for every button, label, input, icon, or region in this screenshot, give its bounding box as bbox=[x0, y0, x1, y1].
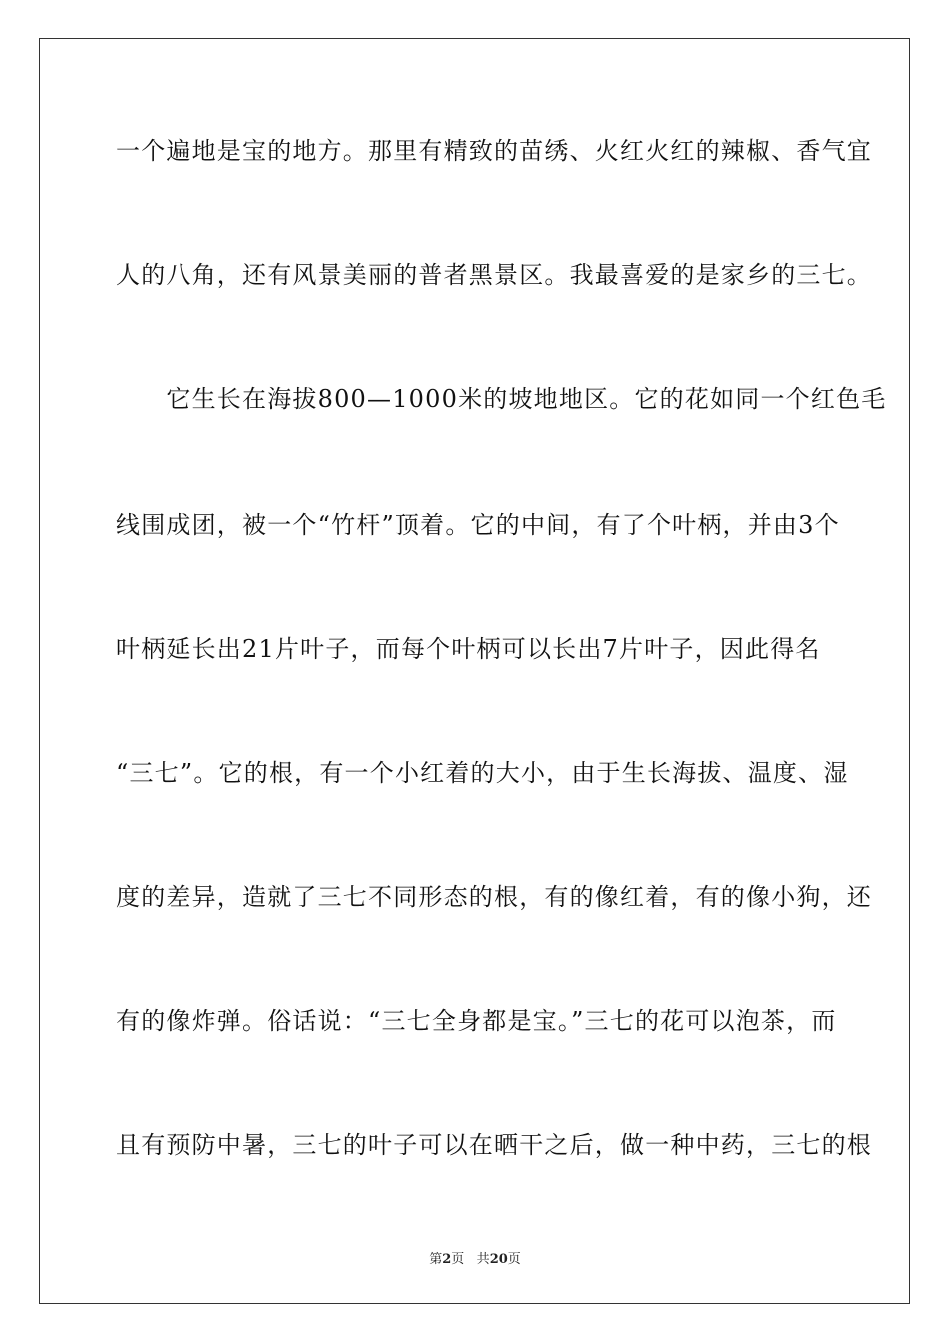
text-line: 人的八角，还有风景美丽的普者黑景区。我最喜爱的是家乡的三七。 bbox=[116, 261, 872, 289]
text-line: “三七”。它的根，有一个小红着的大小，由于生长海拔、温度、湿 bbox=[116, 759, 849, 787]
text-line: 有的像炸弹。俗话说：“三七全身都是宝。”三七的花可以泡茶，而 bbox=[116, 1007, 837, 1035]
text-line: 度的差异，造就了三七不同形态的根，有的像红着，有的像小狗，还 bbox=[116, 883, 872, 911]
footer-page-suffix: 页 bbox=[451, 1252, 465, 1267]
page-footer bbox=[0, 1248, 950, 1267]
page-number: 2 bbox=[442, 1252, 452, 1267]
text-line: 叶柄延长出21片叶子，而每个叶柄可以长出7片叶子，因此得名 bbox=[116, 635, 821, 663]
text-line: 它生长在海拔800—1000米的坡地地区。它的花如同一个红色毛 bbox=[116, 385, 887, 413]
page-border bbox=[39, 38, 910, 1304]
text-line: 且有预防中暑，三七的叶子可以在晒干之后，做一种中药，三七的根 bbox=[116, 1131, 872, 1159]
footer-prefix: 第 bbox=[429, 1252, 443, 1267]
footer-total-suffix: 页 bbox=[507, 1252, 521, 1267]
total-pages: 20 bbox=[489, 1252, 508, 1267]
footer-total-prefix: 共 bbox=[476, 1252, 490, 1267]
text-line: 一个遍地是宝的地方。那里有精致的苗绣、火红火红的辣椒、香气宜 bbox=[116, 137, 872, 165]
text-line: 线围成团，被一个“竹杆”顶着。它的中间，有了个叶柄，并由3个 bbox=[116, 511, 840, 539]
